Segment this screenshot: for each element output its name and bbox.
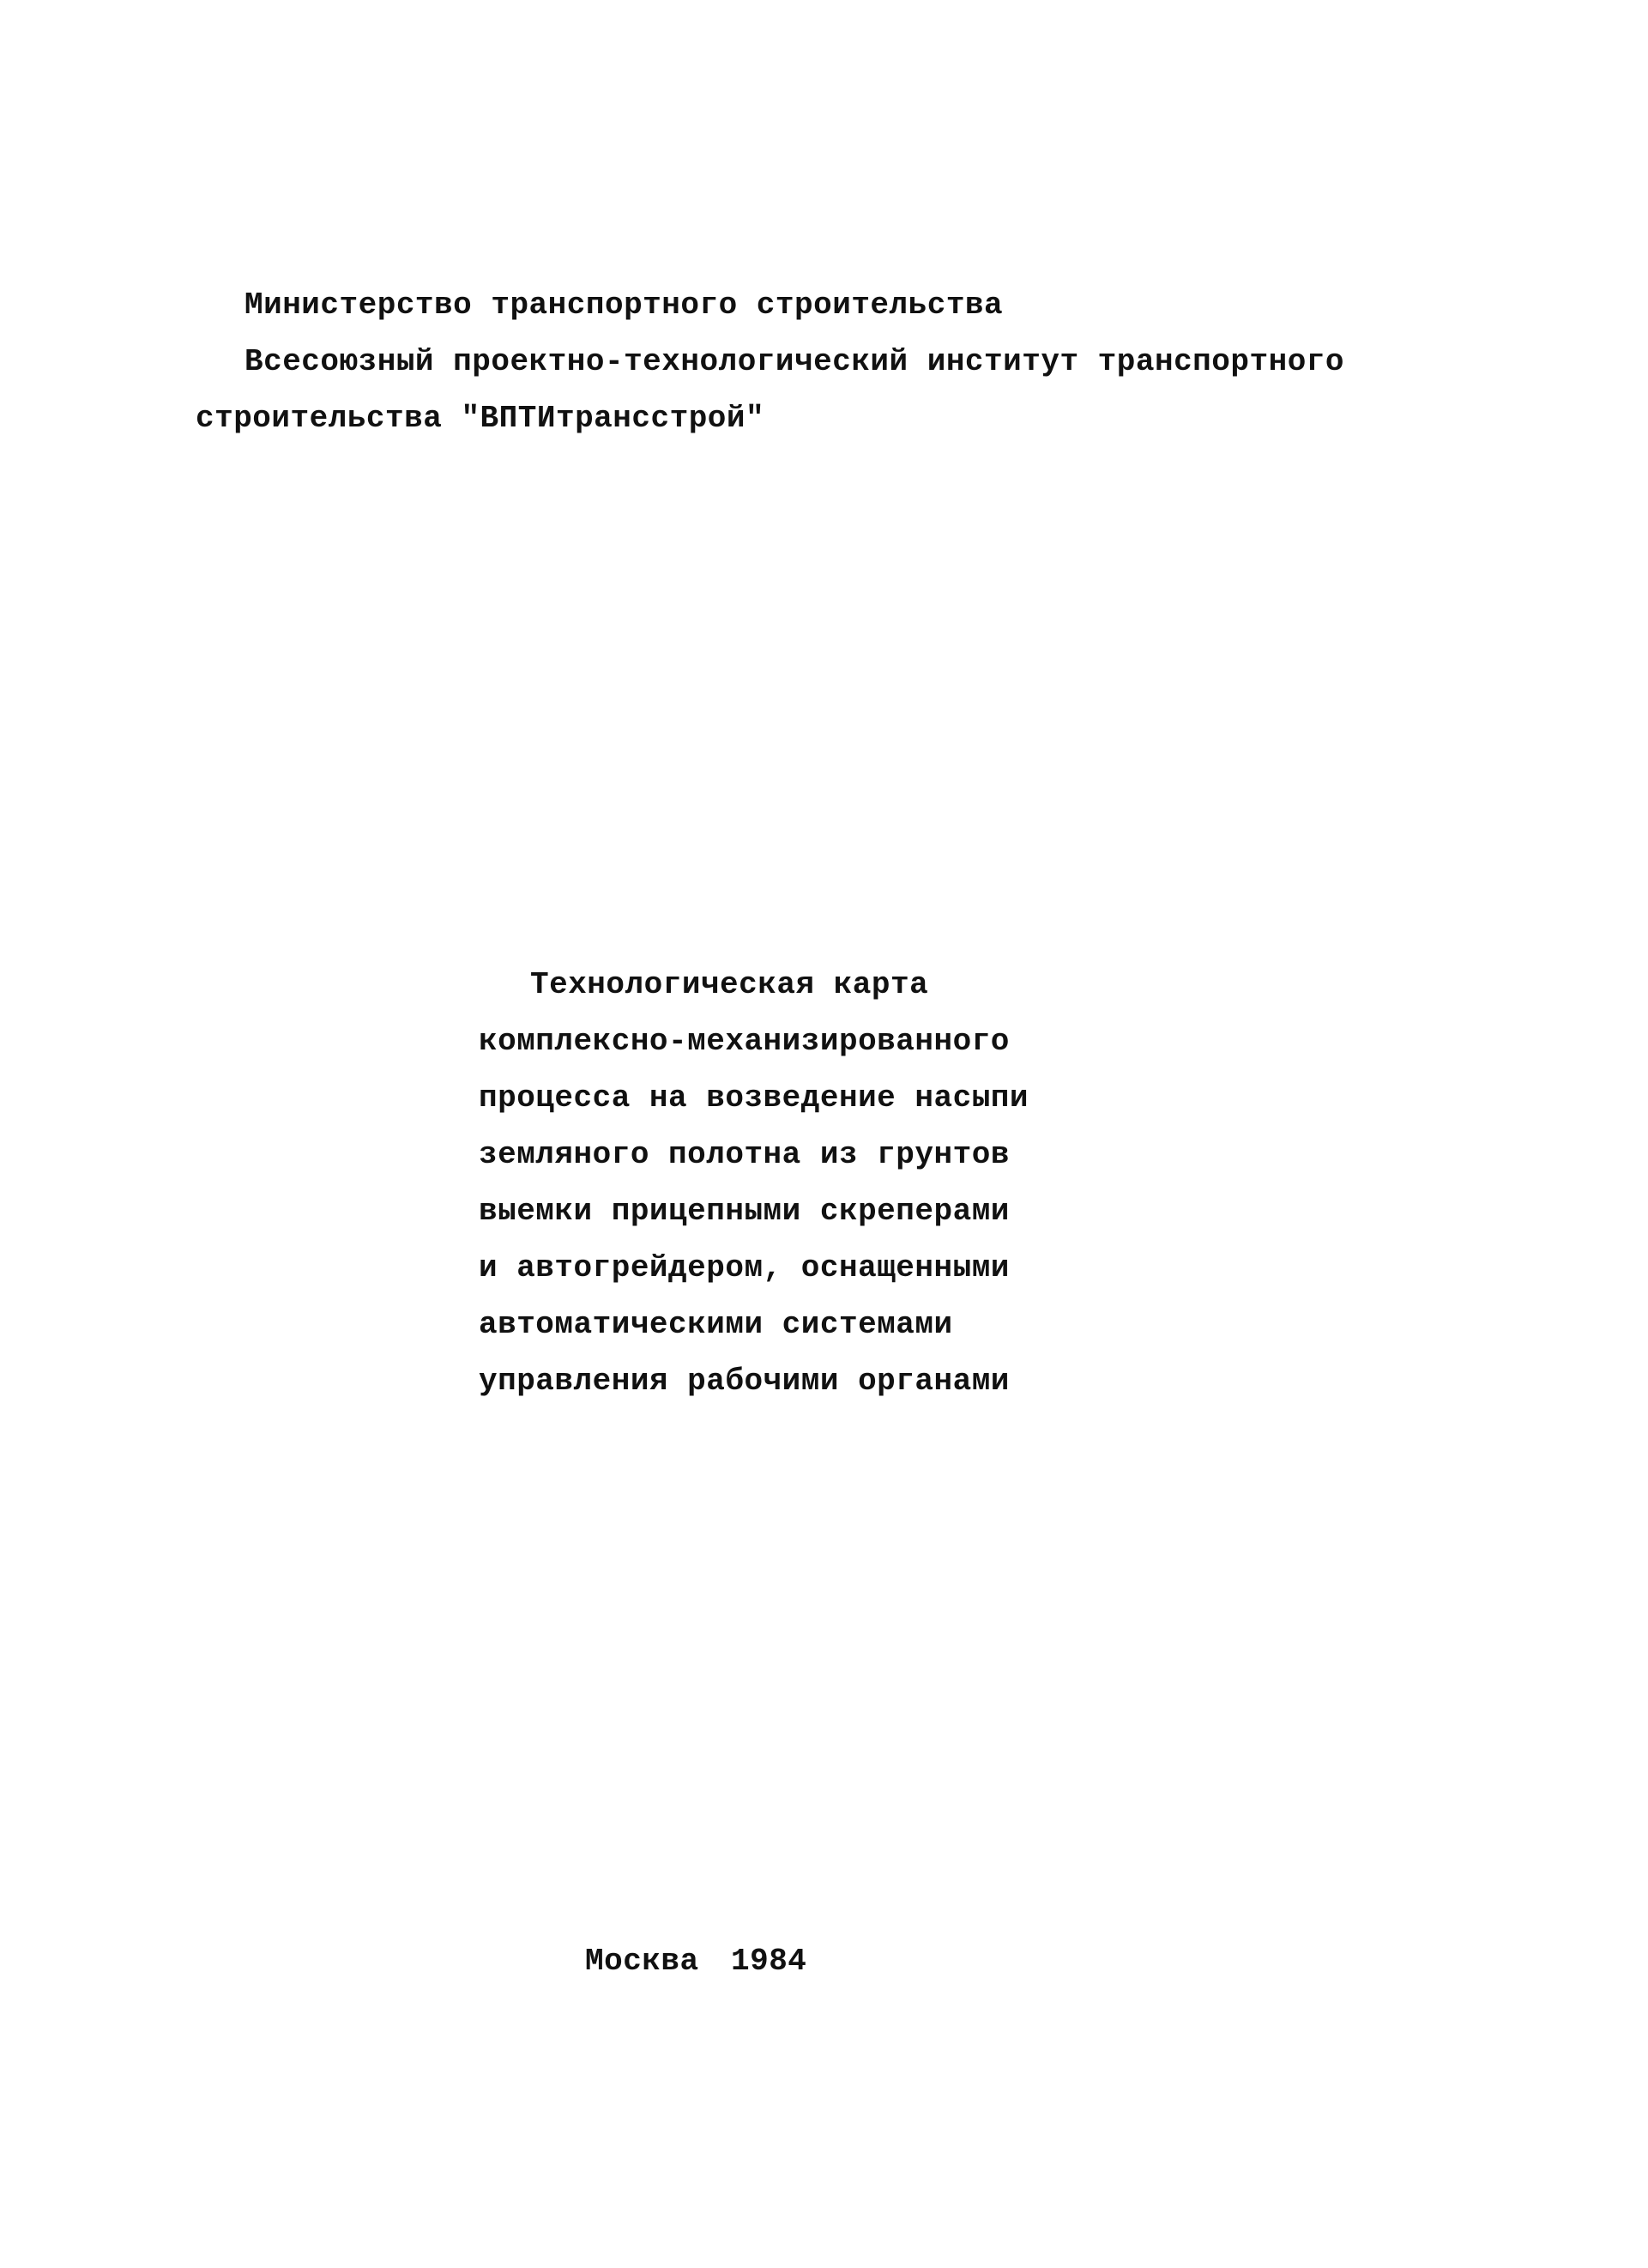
title-line: выемки прицепными скреперами [479,1194,1010,1229]
title-line: комплексно-механизированного [479,1024,1010,1059]
title-line: земляного полотна из грунтов [479,1137,1010,1172]
title-line: процесса на возведение насыпи [479,1080,1029,1116]
institute-name-line-1: Всесоюзный проектно-технологический институт транспортного [244,344,1345,379]
publication-year: 1984 [731,1944,807,1979]
publication-city: Москва [585,1944,699,1979]
title-line: автоматическими системами [479,1307,953,1342]
institute-name-line-2: строительства "ВПТИтрансстрой" [196,401,765,436]
title-line: управления рабочими органами [479,1364,1010,1399]
title-line: и автогрейдером, оснащенными [479,1250,1010,1285]
ministry-name: Министерство транспортного строительства [244,287,1004,323]
title-line: Технологическая карта [530,967,929,1002]
